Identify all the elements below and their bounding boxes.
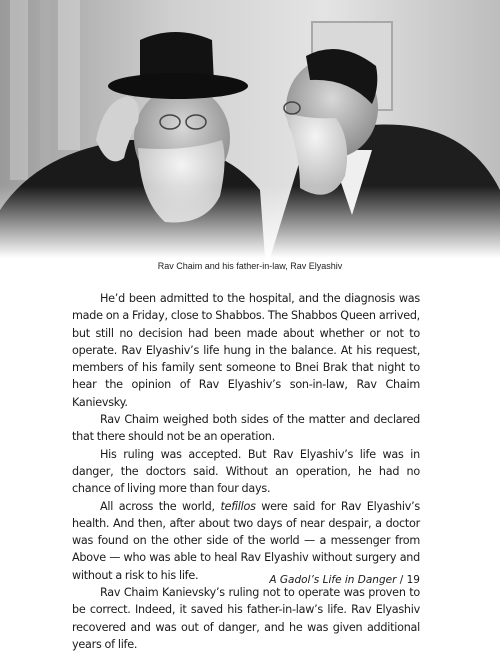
photo-caption: Rav Chaim and his father-in-law, Rav Elyashiv bbox=[157, 261, 343, 271]
paragraph-5: Rav Chaim Kanievsky’s ruling not to operate was proven to be correct. Indeed, it saved his father-in-law’s life. Rav Elyashiv recovered and was out of danger, and he was given additional years of life. bbox=[72, 586, 420, 651]
paragraph-4 bbox=[72, 498, 420, 584]
paragraph-1: He’d been admitted to the hospital, and the diagnosis was made on a Friday, close to Shabbos. The Shabbos Queen arrived, but still no decision had been made about whether or not to operate. Rav Elyashiv’s life hung in the balance. At his request, members of his family sent someone to Bnei Brak that night to hear the opinion of Rav Elyashiv’s son-in-law, Rav Chaim Kanievsky. bbox=[72, 292, 420, 409]
article-body bbox=[72, 290, 420, 653]
page-footer bbox=[72, 574, 420, 586]
paragraph-4-italic-term: tefillos bbox=[220, 499, 256, 513]
running-title: A Gadol’s Life in Danger bbox=[269, 574, 397, 586]
photo-image bbox=[0, 0, 500, 258]
paragraph-3: His ruling was accepted. But Rav Elyashiv’s life was in danger, the doctors said. Without an operation, he had no chance of living more than four days. bbox=[72, 447, 420, 496]
paragraph-4-rest: were said for Rav Elyashiv’s health. And then, after about two days of near despair, a doctor was found on the other side of the world — a messenger from Above — who was able to heal Rav Elyashiv without surgery and without a risk to his life. bbox=[72, 499, 420, 582]
folio-separator: / bbox=[396, 574, 407, 586]
page-number: 19 bbox=[406, 574, 420, 586]
paragraph-2: Rav Chaim weighed both sides of the matter and declared that there should not be an operation. bbox=[72, 413, 420, 444]
paragraph-4-lead: All across the world, bbox=[100, 499, 221, 513]
photo bbox=[0, 0, 500, 258]
